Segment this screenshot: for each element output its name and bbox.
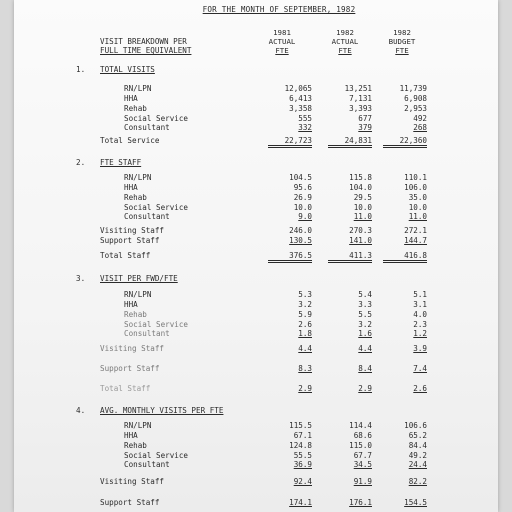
cell-value: 130.5 [289, 236, 312, 245]
cell-value: 677 [358, 114, 372, 123]
row-label: Consultant [124, 460, 170, 469]
cell-value: 106.0 [404, 183, 427, 192]
cell-value: 4.0 [413, 310, 427, 319]
cell-value: 104.5 [289, 173, 312, 182]
row-label: Consultant [124, 123, 170, 132]
total-value: 411.3 [328, 251, 372, 263]
cell-value: 5.9 [298, 310, 312, 319]
row-label: Visiting Staff [100, 344, 165, 353]
row-label: Visiting Staff [100, 477, 165, 486]
breakdown-label-2: FULL TIME EQUIVALENT [100, 46, 192, 55]
cell-value: 270.3 [349, 226, 372, 235]
cell-value: 2.3 [413, 320, 427, 329]
row-label: Consultant [124, 212, 170, 221]
column-unit: FTE [338, 46, 352, 55]
cell-value: 124.8 [289, 441, 312, 450]
row-label: Consultant [124, 329, 170, 338]
cell-value: 3.3 [358, 300, 372, 309]
cell-value: 492 [413, 114, 427, 123]
section-title: FTE STAFF [100, 158, 142, 167]
cell-value: 6,413 [289, 94, 312, 103]
cell-value: 332 [298, 123, 312, 132]
row-label: Rehab [124, 104, 147, 113]
breakdown-label-1: VISIT BREAKDOWN PER [100, 37, 187, 46]
cell-value: 115.0 [349, 441, 372, 450]
column-heading-1982-budget [375, 28, 429, 55]
cell-value: 268 [413, 123, 427, 132]
cell-value: 8.3 [298, 364, 312, 373]
cell-value: 12,065 [284, 84, 312, 93]
row-label: Support Staff [100, 364, 160, 373]
document-subtitle: FOR THE MONTH OF SEPTEMBER, 1982 [202, 5, 356, 14]
cell-value: 3.9 [413, 344, 427, 353]
column-kind: ACTUAL [331, 37, 359, 46]
cell-value: 5.4 [358, 290, 372, 299]
cell-value: 1.8 [298, 329, 312, 338]
total-value: 2.9 [298, 384, 312, 393]
row-label: RN/LPN [124, 421, 152, 430]
total-label: Total Staff [100, 384, 151, 393]
column-year: 1981 [273, 28, 291, 37]
cell-value: 10.0 [293, 203, 312, 212]
cell-value: 55.5 [293, 451, 312, 460]
row-label: HHA [124, 94, 138, 103]
cell-value: 3.2 [358, 320, 372, 329]
cell-value: 91.9 [353, 477, 372, 486]
total-value: 24,831 [328, 136, 372, 148]
row-label: Rehab [124, 310, 147, 319]
cell-value: 34.5 [353, 460, 372, 469]
cell-value: 35.0 [408, 193, 427, 202]
cell-value: 10.0 [408, 203, 427, 212]
row-label: Rehab [124, 193, 147, 202]
cell-value: 11.0 [353, 212, 372, 221]
cell-value: 1.6 [358, 329, 372, 338]
row-label: Social Service [124, 320, 189, 329]
cell-value: 272.1 [404, 226, 427, 235]
total-label: Total Service [100, 136, 160, 145]
cell-value: 24.4 [408, 460, 427, 469]
cell-value: 6,908 [404, 94, 427, 103]
row-label: HHA [124, 300, 138, 309]
cell-value: 5.3 [298, 290, 312, 299]
column-year: 1982 [393, 28, 411, 37]
section-title: VISIT PER FWD/FTE [100, 274, 178, 283]
cell-value: 3.1 [413, 300, 427, 309]
column-kind: ACTUAL [268, 37, 296, 46]
row-label: HHA [124, 431, 138, 440]
cell-value: 11,739 [399, 84, 427, 93]
total-value: 2.6 [413, 384, 427, 393]
row-label: Support Staff [100, 236, 160, 245]
row-label: Social Service [124, 114, 189, 123]
cell-value: 8.4 [358, 364, 372, 373]
cell-value: 176.1 [349, 498, 372, 507]
row-label: Support Staff [100, 498, 160, 507]
total-label: Total Staff [100, 251, 151, 260]
cell-value: 9.0 [298, 212, 312, 221]
cell-value: 3,358 [289, 104, 312, 113]
cell-value: 95.6 [293, 183, 312, 192]
cell-value: 115.5 [289, 421, 312, 430]
total-value: 22,723 [268, 136, 312, 148]
cell-value: 92.4 [293, 477, 312, 486]
row-label: Social Service [124, 451, 189, 460]
cell-value: 141.0 [349, 236, 372, 245]
cell-value: 555 [298, 114, 312, 123]
column-heading-1981-actual [255, 28, 309, 55]
cell-value: 4.4 [298, 344, 312, 353]
cell-value: 7.4 [413, 364, 427, 373]
cell-value: 67.1 [293, 431, 312, 440]
total-value: 376.5 [268, 251, 312, 263]
cell-value: 36.9 [293, 460, 312, 469]
row-label: RN/LPN [124, 84, 152, 93]
cell-value: 49.2 [408, 451, 427, 460]
cell-value: 1.2 [413, 329, 427, 338]
cell-value: 68.6 [353, 431, 372, 440]
row-label: RN/LPN [124, 290, 152, 299]
column-year: 1982 [336, 28, 354, 37]
section-title: AVG. MONTHLY VISITS PER FTE [100, 406, 224, 415]
cell-value: 106.6 [404, 421, 427, 430]
cell-value: 3,393 [349, 104, 372, 113]
cell-value: 65.2 [408, 431, 427, 440]
column-kind: BUDGET [388, 37, 416, 46]
document-page [14, 0, 498, 512]
section-title: TOTAL VISITS [100, 65, 155, 74]
total-value: 2.9 [358, 384, 372, 393]
cell-value: 29.5 [353, 193, 372, 202]
cell-value: 7,131 [349, 94, 372, 103]
cell-value: 67.7 [353, 451, 372, 460]
column-unit: FTE [395, 46, 409, 55]
cell-value: 246.0 [289, 226, 312, 235]
section-number: 3. [76, 274, 86, 283]
section-number: 2. [76, 158, 86, 167]
section-number: 1. [76, 65, 86, 74]
cell-value: 84.4 [408, 441, 427, 450]
total-value: 22,360 [383, 136, 427, 148]
row-label: Visiting Staff [100, 226, 165, 235]
row-label: Rehab [124, 441, 147, 450]
section-number: 4. [76, 406, 86, 415]
row-label: HHA [124, 183, 138, 192]
cell-value: 115.8 [349, 173, 372, 182]
cell-value: 154.5 [404, 498, 427, 507]
cell-value: 5.1 [413, 290, 427, 299]
cell-value: 104.0 [349, 183, 372, 192]
cell-value: 144.7 [404, 236, 427, 245]
cell-value: 13,251 [344, 84, 372, 93]
total-value: 416.8 [383, 251, 427, 263]
row-label: Social Service [124, 203, 189, 212]
cell-value: 174.1 [289, 498, 312, 507]
cell-value: 110.1 [404, 173, 427, 182]
cell-value: 11.0 [408, 212, 427, 221]
cell-value: 379 [358, 123, 372, 132]
cell-value: 82.2 [408, 477, 427, 486]
cell-value: 2,953 [404, 104, 427, 113]
cell-value: 114.4 [349, 421, 372, 430]
column-heading-1982-actual [318, 28, 372, 55]
cell-value: 4.4 [358, 344, 372, 353]
cell-value: 5.5 [358, 310, 372, 319]
row-label: RN/LPN [124, 173, 152, 182]
cell-value: 10.0 [353, 203, 372, 212]
cell-value: 3.2 [298, 300, 312, 309]
cell-value: 26.9 [293, 193, 312, 202]
cell-value: 2.6 [298, 320, 312, 329]
column-unit: FTE [275, 46, 289, 55]
